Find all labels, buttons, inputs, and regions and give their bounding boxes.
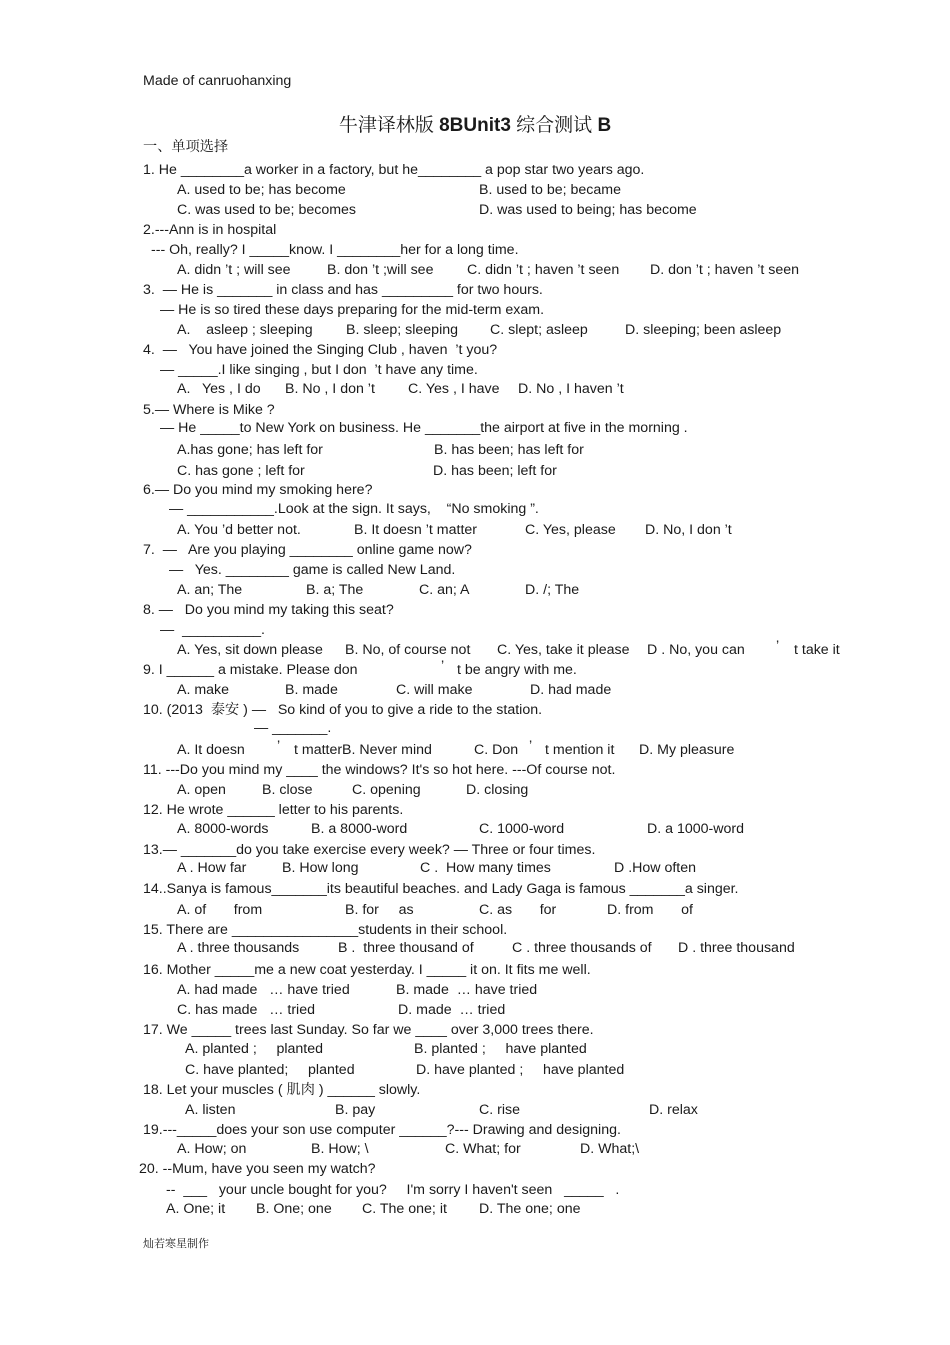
option-3b: B. sleep; sleeping <box>346 322 458 338</box>
option-11b: B. close <box>262 782 313 798</box>
option-14d: D. from of <box>607 902 693 918</box>
option-1d: D. was used to being; has become <box>479 202 697 218</box>
option-6b: B. It doesn ’t matter <box>354 522 478 538</box>
option-2d: D. don ’t ; haven ’t seen <box>650 262 800 278</box>
option-4d: D. No , I haven ’t <box>518 381 624 397</box>
option-14b: B. for as <box>345 902 414 918</box>
header-made-of: Made of canruohanxing <box>143 73 292 89</box>
option-18c: C. rise <box>479 1102 520 1118</box>
option-14a: A. of from <box>177 902 263 918</box>
option-11c: C. opening <box>352 782 421 798</box>
option-8a: A. Yes, sit down please <box>177 642 323 658</box>
option-8d-apostrophe: ’ <box>776 638 780 654</box>
option-15b: B . three thousand of <box>338 940 474 956</box>
question-1: 1. He ________a worker in a factory, but he________ a pop star two years ago. <box>143 162 645 178</box>
question-9-apostrophe: ’ <box>441 658 445 674</box>
option-12b: B. a 8000-word <box>311 821 408 837</box>
option-18d: D. relax <box>649 1102 698 1118</box>
question-11: 11. ---Do you mind my ____ the windows? It's so hot here. ---Of course not. <box>143 762 616 778</box>
option-10c-tail: t mention it <box>545 742 615 758</box>
option-20b: B. One; one <box>256 1201 332 1217</box>
option-3d: D. sleeping; been asleep <box>625 322 782 338</box>
section-heading: 一、单项选择 <box>143 139 229 155</box>
question-17: 17. We _____ trees last Sunday. So far we ____ over 3,000 trees there. <box>143 1022 594 1038</box>
question-7: 7. — Are you playing ________ online game now? <box>143 542 472 558</box>
option-8b: B. No, of course not <box>345 642 471 658</box>
option-10a-apostrophe: ’ <box>277 738 281 754</box>
option-19d: D. What;\ <box>580 1141 640 1157</box>
option-2c: C. didn ’t ; haven ’t seen <box>467 262 620 278</box>
question-7-line2: — Yes. ________ game is called New Land. <box>169 562 456 578</box>
option-12d: D. a 1000-word <box>647 821 744 837</box>
option-20c: C. The one; it <box>362 1201 447 1217</box>
question-14: 14..Sanya is famous_______its beautiful beaches. and Lady Gaga is famous _______a singer. <box>143 881 739 897</box>
question-6: 6.— Do you mind my smoking here? <box>143 482 373 498</box>
question-18: 18. Let your muscles ( 肌肉 ) ______ slowly. <box>143 1082 421 1098</box>
option-13b: B. How long <box>282 860 359 876</box>
question-5-line2: — He _____to New York on business. He _______the airport at five in the morning . <box>160 420 688 436</box>
option-8d-tail: t take it <box>794 642 840 658</box>
option-16c: C. has made … tried <box>177 1002 315 1018</box>
question-10: 10. (2013 泰安 ) — So kind of you to give a ride to the station. <box>143 702 543 718</box>
option-17b: B. planted ; have planted <box>414 1041 587 1057</box>
option-17d: D. have planted ; have planted <box>416 1062 625 1078</box>
option-2a: A. didn ’t ; will see <box>177 262 291 278</box>
option-4a: A. Yes , I do <box>177 381 261 397</box>
question-15: 15. There are ________________students in their school. <box>143 922 508 938</box>
option-18b: B. pay <box>335 1102 376 1118</box>
option-19c: C. What; for <box>445 1141 521 1157</box>
option-14c: C. as for <box>479 902 557 918</box>
option-13d: D .How often <box>614 860 697 876</box>
question-20: 20. --Mum, have you seen my watch? <box>139 1161 376 1177</box>
option-10d: D. My pleasure <box>639 742 735 758</box>
option-5b: B. has been; has left for <box>434 442 584 458</box>
footer-credit: 灿若寒星制作 <box>143 1238 209 1250</box>
option-20d: D. The one; one <box>479 1201 581 1217</box>
option-6c: C. Yes, please <box>525 522 616 538</box>
option-12a: A. 8000-words <box>177 821 269 837</box>
option-17a: A. planted ; planted <box>185 1041 324 1057</box>
option-3a: A. asleep ; sleeping <box>177 322 313 338</box>
question-2: 2.---Ann is in hospital <box>143 222 277 238</box>
option-13a: A . How far <box>177 860 247 876</box>
option-5d: D. has been; left for <box>433 463 557 479</box>
question-3: 3. — He is _______ in class and has _________ for two hours. <box>143 282 543 298</box>
option-1b: B. used to be; became <box>479 182 621 198</box>
question-3-line2: — He is so tired these days preparing for the mid-term exam. <box>160 302 545 318</box>
option-7c: C. an; A <box>419 582 470 598</box>
question-12: 12. He wrote ______ letter to his parents. <box>143 802 404 818</box>
question-9-tail: t be angry with me. <box>457 662 577 678</box>
question-16: 16. Mother _____me a new coat yesterday. I _____ it on. It fits me well. <box>143 962 591 978</box>
option-7b: B. a; The <box>306 582 364 598</box>
option-5c: C. has gone ; left for <box>177 463 305 479</box>
question-20-line2: -- ___ your uncle bought for you? I'm sorry I haven't seen _____ . <box>166 1182 620 1198</box>
option-10c-apostrophe: ’ <box>529 738 533 754</box>
question-4: 4. — You have joined the Singing Club , haven ’t you? <box>143 342 498 358</box>
option-9c: C. will make <box>396 682 473 698</box>
option-8d: D . No, you can <box>647 642 745 658</box>
question-13: 13.— _______do you take exercise every week? — Three or four times. <box>143 842 596 858</box>
option-9a: A. make <box>177 682 230 698</box>
option-4b: B. No , I don ’t <box>285 381 375 397</box>
option-11a: A. open <box>177 782 226 798</box>
option-15c: C . three thousands of <box>512 940 652 956</box>
question-8-line2: — __________. <box>160 622 265 638</box>
option-5a: A.has gone; has left for <box>177 442 323 458</box>
option-20a: A. One; it <box>166 1201 226 1217</box>
option-10b: B. Never mind <box>342 742 432 758</box>
option-7a: A. an; The <box>177 582 243 598</box>
question-9: 9. I ______ a mistake. Please don <box>143 662 358 678</box>
question-8: 8. — Do you mind my taking this seat? <box>143 602 394 618</box>
option-15d: D . three thousand <box>678 940 795 956</box>
option-17c: C. have planted; planted <box>185 1062 355 1078</box>
option-6a: A. You ’d better not. <box>177 522 301 538</box>
option-4c: C. Yes , I have <box>408 381 500 397</box>
option-9b: B. made <box>285 682 338 698</box>
option-8c: C. Yes, take it please <box>497 642 630 658</box>
option-15a: A . three thousands <box>177 940 300 956</box>
option-18a: A. listen <box>185 1102 236 1118</box>
question-19: 19.---_____does your son use computer ______?--- Drawing and designing. <box>143 1122 621 1138</box>
option-1a: A. used to be; has become <box>177 182 346 198</box>
option-9d: D. had made <box>530 682 612 698</box>
option-19b: B. How; \ <box>311 1141 369 1157</box>
question-2-line2: --- Oh, really? I _____know. I ________her for a long time. <box>151 242 519 258</box>
option-10a-tail: t matter <box>294 742 343 758</box>
option-6d: D. No, I don ’t <box>645 522 732 538</box>
option-19a: A. How; on <box>177 1141 247 1157</box>
option-7d: D. /; The <box>525 582 580 598</box>
option-11d: D. closing <box>466 782 529 798</box>
question-4-line2: — _____.I like singing , but I don ’t have any time. <box>160 362 478 378</box>
option-3c: C. slept; asleep <box>490 322 588 338</box>
option-10a: A. It doesn <box>177 742 245 758</box>
option-10c: C. Don <box>474 742 519 758</box>
option-16b: B. made … have tried <box>396 982 538 998</box>
question-6-line2: — ___________.Look at the sign. It says, “No smoking ”. <box>169 501 539 517</box>
option-16d: D. made … tried <box>398 1002 506 1018</box>
question-5: 5.— Where is Mike ? <box>143 402 275 418</box>
option-13c: C . How many times <box>420 860 551 876</box>
page-title: 牛津译林版 8BUnit3 综合测试 B <box>338 115 612 136</box>
option-16a: A. had made … have tried <box>177 982 350 998</box>
option-1c: C. was used to be; becomes <box>177 202 357 218</box>
question-10-line2: — _______. <box>254 720 332 736</box>
option-12c: C. 1000-word <box>479 821 565 837</box>
option-2b: B. don ’t ;will see <box>327 262 434 278</box>
